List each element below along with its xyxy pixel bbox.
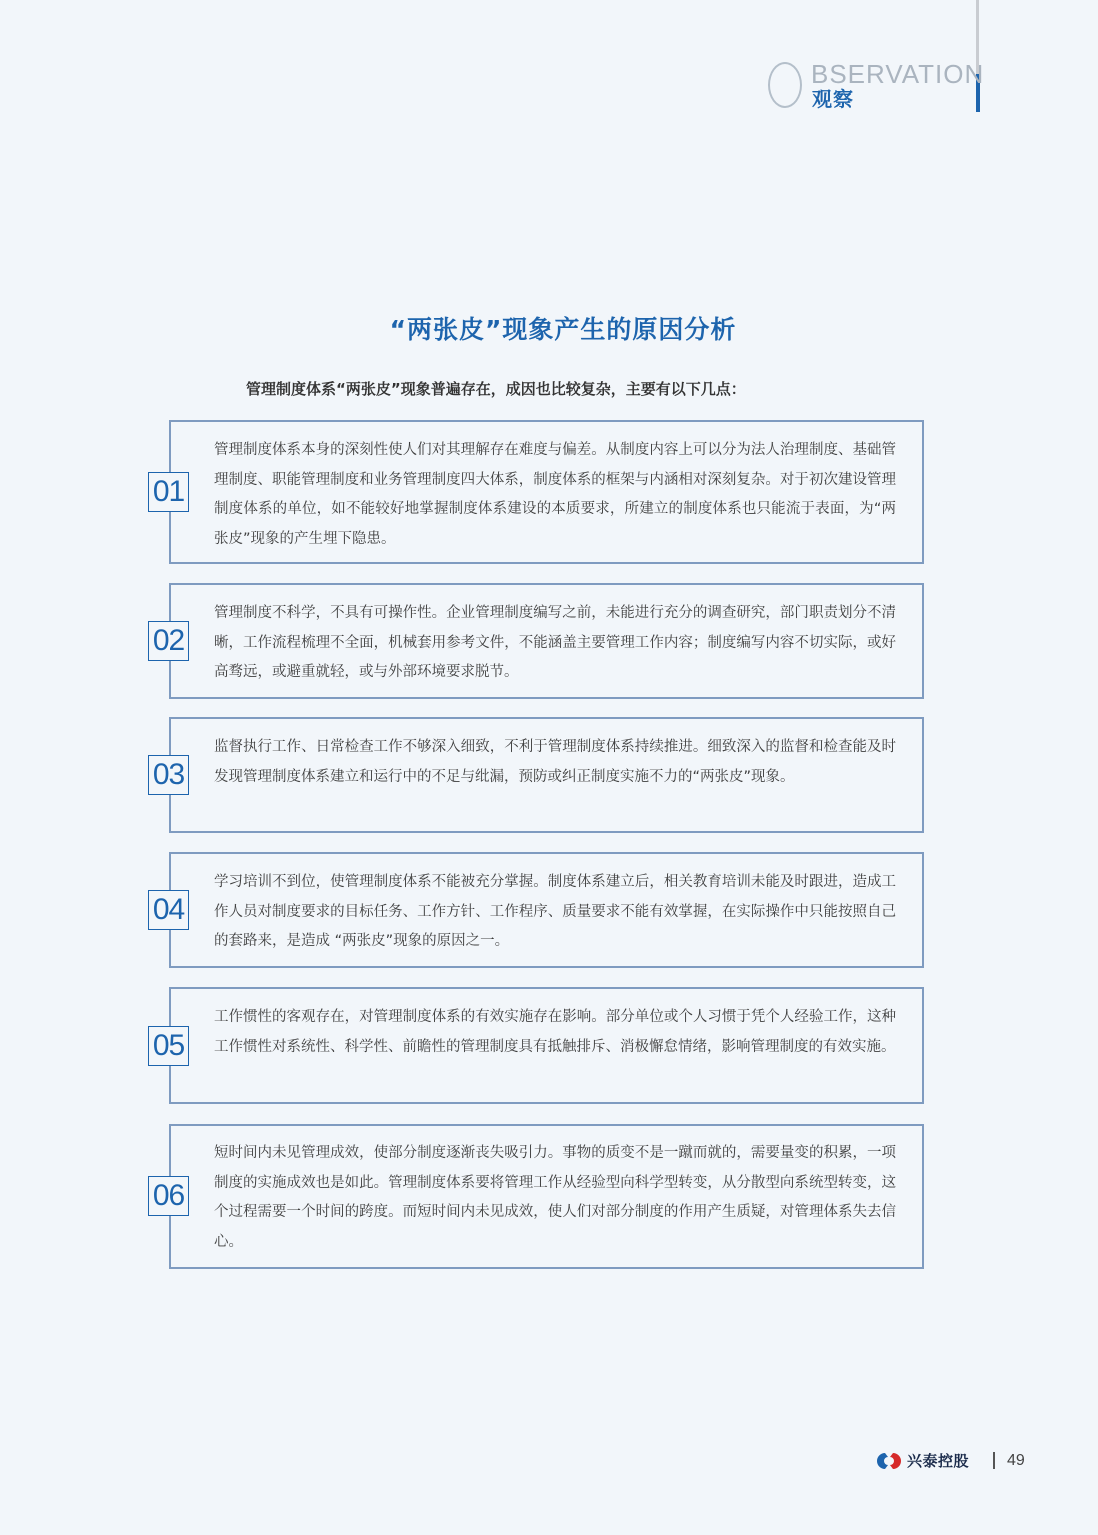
reason-card: [169, 987, 924, 1104]
page-number: 49: [1007, 1452, 1025, 1469]
reason-card: [169, 583, 924, 699]
reason-number: 05: [148, 1026, 189, 1066]
reason-text: 监督执行工作、日常检查工作不够深入细致，不利于管理制度体系持续推进。细致深入的监督和检查能及时发现管理制度体系建立和运行中的不足与纰漏，预防或纠正制度实施不力的“两张皮”现象。: [214, 739, 896, 785]
reason-number: 06: [148, 1176, 189, 1216]
reason-number: 02: [148, 621, 189, 661]
reason-text: 管理制度不科学，不具有可操作性。企业管理制度编写之前，未能进行充分的调查研究，部门职责划分不清晰，工作流程梳理不全面，机械套用参考文件，不能涵盖主要管理工作内容；制度编写内容不切实际，或好高骛远，或避重就轻，或与外部环境要求脱节。: [214, 605, 896, 680]
header-o-letter-circle: [768, 62, 802, 108]
reason-text: 学习培训不到位，使管理制度体系不能被充分掌握。制度体系建立后，相关教育培训未能及时跟进，造成工作人员对制度要求的目标任务、工作方针、工作程序、质量要求不能有效掌握，在实际操作中只能按照自己的套路来，是造成 “两张皮”现象的原因之一。: [214, 874, 896, 949]
reason-text: 短时间内未见管理成效，使部分制度逐渐丧失吸引力。事物的质变不是一蹴而就的，需要量变的积累，一项制度的实施成效也是如此。管理制度体系要将管理工作从经验型向科学型转变，从分散型向系统型转变，这个过程需要一个时间的跨度。而短时间内未见成效，使人们对部分制度的作用产生质疑，对管理体系失去信心。: [214, 1145, 896, 1250]
reason-number: 01: [148, 472, 189, 512]
section-label-cn: 观察: [812, 87, 854, 111]
intro-text: 管理制度体系“两张皮”现象普遍存在，成因也比较复杂，主要有以下几点：: [246, 380, 746, 398]
footer-divider: [993, 1452, 995, 1469]
reason-text: 工作惯性的客观存在，对管理制度体系的有效实施存在影响。部分单位或个人习惯于凭个人经验工作，这种工作惯性对系统性、科学性、前瞻性的管理制度具有抵触排斥、消极懈怠情绪，影响管理制度的有效实施。: [214, 1009, 896, 1055]
page-title: “两张皮”现象产生的原因分析: [389, 315, 737, 344]
reason-card: [169, 717, 924, 833]
xingtai-logo-icon: [873, 1450, 905, 1472]
reason-card: [169, 1124, 924, 1269]
reason-card: [169, 852, 924, 968]
reason-text: 管理制度体系本身的深刻性使人们对其理解存在难度与偏差。从制度内容上可以分为法人治理制度、基础管理制度、职能管理制度和业务管理制度四大体系，制度体系的框架与内涵相对深刻复杂。对于初次建设管理制度体系的单位，如不能较好地掌握制度体系建设的本质要求，所建立的制度体系也只能流于表面，为“两张皮”现象的产生埋下隐患。: [214, 442, 896, 547]
reason-number: 03: [148, 755, 189, 795]
footer-brand: 兴泰控股: [907, 1452, 970, 1470]
reason-card: [169, 420, 924, 564]
section-label-en: BSERVATION: [811, 59, 985, 89]
reason-number: 04: [148, 890, 189, 930]
